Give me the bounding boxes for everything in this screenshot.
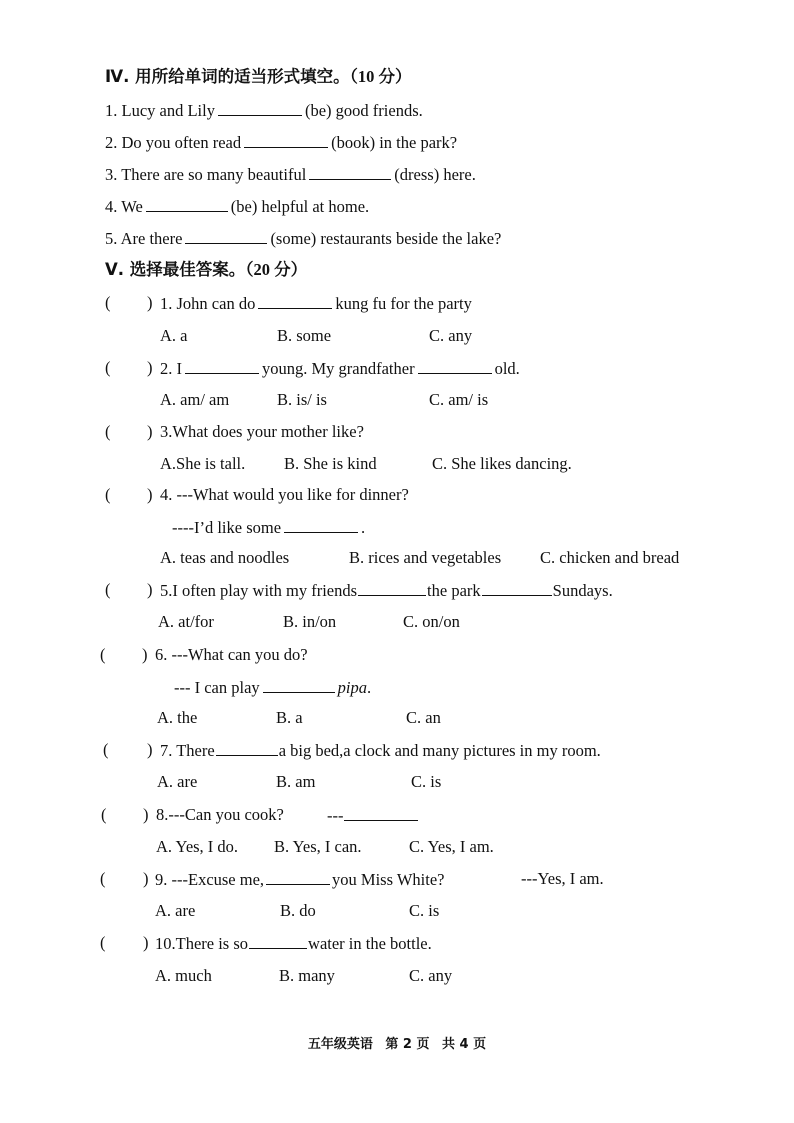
answer-blank[interactable] <box>344 805 418 821</box>
question-text: old. <box>494 359 520 378</box>
answer-paren-close: ) <box>147 293 153 312</box>
option-a[interactable]: A. at/for <box>158 612 214 631</box>
section-5-title: Ⅴ. 选择最佳答案。 <box>105 260 246 279</box>
question-text: 2. I <box>160 359 182 378</box>
option-c[interactable]: C. any <box>409 966 453 985</box>
section-4-title: Ⅳ. 用所给单词的适当形式填空。 <box>105 67 350 86</box>
question-4-reply <box>172 517 365 538</box>
fill-item-hint: (dress) here. <box>394 165 476 184</box>
answer-blank[interactable] <box>284 517 358 533</box>
answer-paren-close: ) <box>143 869 149 888</box>
reply-text: --- I can play <box>174 678 260 697</box>
reply-text: . <box>367 678 372 697</box>
reply-text: . <box>361 518 366 537</box>
footer-grade: 五年级英语 <box>307 1037 373 1052</box>
question-6 <box>155 645 308 665</box>
answer-paren-open: ( <box>105 293 111 312</box>
question-text: 6. ---What can you do? <box>155 645 308 664</box>
fill-item-hint: (book) in the park? <box>331 133 458 152</box>
answer-blank[interactable] <box>418 358 492 374</box>
answer-paren-close: ) <box>147 485 153 504</box>
question-text: Sundays. <box>552 581 613 600</box>
option-a[interactable]: A.She is tall. <box>160 454 246 473</box>
question-text: water in the bottle. <box>308 934 432 953</box>
reply-word: pipa <box>337 678 368 697</box>
answer-paren-open: ( <box>100 645 106 664</box>
answer-blank[interactable] <box>258 293 332 309</box>
option-a[interactable]: A. are <box>157 772 198 791</box>
question-text: you Miss White? <box>332 870 445 889</box>
option-a[interactable]: A. teas and noodles <box>160 548 290 567</box>
option-b[interactable]: B. many <box>279 966 335 985</box>
fill-item-4 <box>105 196 369 217</box>
question-text: a big bed,a clock and many pictures in my room. <box>278 741 601 760</box>
fill-item-1 <box>105 100 423 121</box>
question-text: 4. ---What would you like for dinner? <box>160 485 409 504</box>
option-b[interactable]: B. do <box>280 901 316 920</box>
option-c[interactable]: C. am/ is <box>429 390 489 409</box>
answer-paren-close: ) <box>147 740 153 759</box>
section-5-heading <box>105 260 307 280</box>
question-7 <box>160 740 601 761</box>
option-b[interactable]: B. am <box>276 772 316 791</box>
answer-blank[interactable] <box>146 196 228 212</box>
answer-paren-close: ) <box>143 805 149 824</box>
option-a[interactable]: A. a <box>160 326 188 345</box>
fill-item-text: 2. Do you often read <box>105 133 242 152</box>
fill-item-text: 3. There are so many beautiful <box>105 165 307 184</box>
answer-blank[interactable] <box>358 580 426 596</box>
question-text: kung fu for the party <box>335 294 472 313</box>
answer-blank[interactable] <box>309 164 391 180</box>
answer-blank[interactable] <box>263 677 335 693</box>
answer-blank[interactable] <box>249 933 307 949</box>
question-5 <box>160 580 613 601</box>
fill-item-2 <box>105 132 457 153</box>
fill-item-text: 4. We <box>105 197 143 216</box>
answer-blank[interactable] <box>185 358 259 374</box>
answer-paren-open: ( <box>100 869 106 888</box>
option-c[interactable]: C. an <box>406 708 441 727</box>
answer-blank[interactable] <box>266 869 330 885</box>
fill-item-text: 5. Are there <box>105 229 183 248</box>
question-text: 7. There <box>160 741 215 760</box>
answer-paren-open: ( <box>105 358 111 377</box>
page-footer <box>0 1033 794 1052</box>
answer-paren-close: ) <box>147 422 153 441</box>
answer-blank[interactable] <box>244 132 328 148</box>
answer-paren-close: ) <box>142 645 148 664</box>
question-1 <box>160 293 472 314</box>
answer-paren-close: ) <box>143 933 149 952</box>
question-8 <box>156 805 284 825</box>
answer-blank[interactable] <box>185 228 267 244</box>
question-9 <box>155 869 445 890</box>
option-b[interactable]: B. Yes, I can. <box>274 837 362 856</box>
answer-blank[interactable] <box>482 580 552 596</box>
question-text: 10.There is so <box>155 934 249 953</box>
question-text: 5.I often play with my friends <box>160 581 358 600</box>
question-4 <box>160 485 409 505</box>
option-c[interactable]: C. chicken and bread <box>540 548 680 567</box>
fill-item-hint: (be) helpful at home. <box>230 197 370 216</box>
question-text: 3.What does your mother like? <box>160 422 364 441</box>
answer-paren-open: ( <box>105 580 111 599</box>
question-10 <box>155 933 432 954</box>
option-c[interactable]: C. She likes dancing. <box>432 454 572 473</box>
option-a[interactable]: A. am/ am <box>160 390 230 409</box>
option-b[interactable]: B. She is kind <box>284 454 377 473</box>
reply-text: --- <box>327 806 344 825</box>
question-8-reply <box>327 805 419 826</box>
question-2 <box>160 358 520 379</box>
answer-blank[interactable] <box>218 100 302 116</box>
answer-paren-open: ( <box>103 740 109 759</box>
option-a[interactable]: A. are <box>155 901 196 920</box>
question-text: young. My grandfather <box>262 359 415 378</box>
question-9-reply: ---Yes, I am. <box>521 869 604 888</box>
reply-text: ----I’d like some <box>172 518 282 537</box>
answer-paren-close: ) <box>147 358 153 377</box>
option-c[interactable]: C. on/on <box>403 612 460 631</box>
section-5-score: （20 分） <box>245 260 308 279</box>
footer-page-number: 第 2 页 <box>385 1037 430 1052</box>
option-c[interactable]: C. any <box>429 326 473 345</box>
option-b[interactable]: B. some <box>277 326 332 345</box>
option-c[interactable]: C. is <box>411 772 442 791</box>
option-b[interactable]: B. in/on <box>283 612 337 631</box>
option-b[interactable]: B. a <box>276 708 303 727</box>
answer-blank[interactable] <box>216 740 278 756</box>
fill-item-hint: (be) good friends. <box>304 101 423 120</box>
question-text: 8.---Can you cook? <box>156 805 284 824</box>
option-a[interactable]: A. Yes, I do. <box>156 837 239 856</box>
answer-paren-open: ( <box>101 805 107 824</box>
option-c[interactable]: C. is <box>409 901 440 920</box>
footer-total-pages: 共 4 页 <box>442 1037 487 1052</box>
section-4-heading <box>105 67 412 87</box>
answer-paren-open: ( <box>100 933 106 952</box>
fill-item-hint: (some) restaurants beside the lake? <box>270 229 502 248</box>
section-4-score: （10 分） <box>349 67 412 86</box>
option-c[interactable]: C. Yes, I am. <box>409 837 494 856</box>
answer-paren-open: ( <box>105 422 111 441</box>
fill-item-text: 1. Lucy and Lily <box>105 101 215 120</box>
fill-item-5 <box>105 228 501 249</box>
fill-item-3 <box>105 164 476 185</box>
option-b[interactable]: B. rices and vegetables <box>349 548 502 567</box>
answer-paren-open: ( <box>105 485 111 504</box>
question-text: 1. John can do <box>160 294 256 313</box>
answer-paren-close: ) <box>147 580 153 599</box>
question-text: the park <box>427 581 481 600</box>
option-b[interactable]: B. is/ is <box>277 390 327 409</box>
option-a[interactable]: A. much <box>155 966 212 985</box>
question-6-reply <box>174 677 371 698</box>
option-a[interactable]: A. the <box>157 708 198 727</box>
question-text: 9. ---Excuse me, <box>155 870 265 889</box>
question-3 <box>160 422 364 442</box>
